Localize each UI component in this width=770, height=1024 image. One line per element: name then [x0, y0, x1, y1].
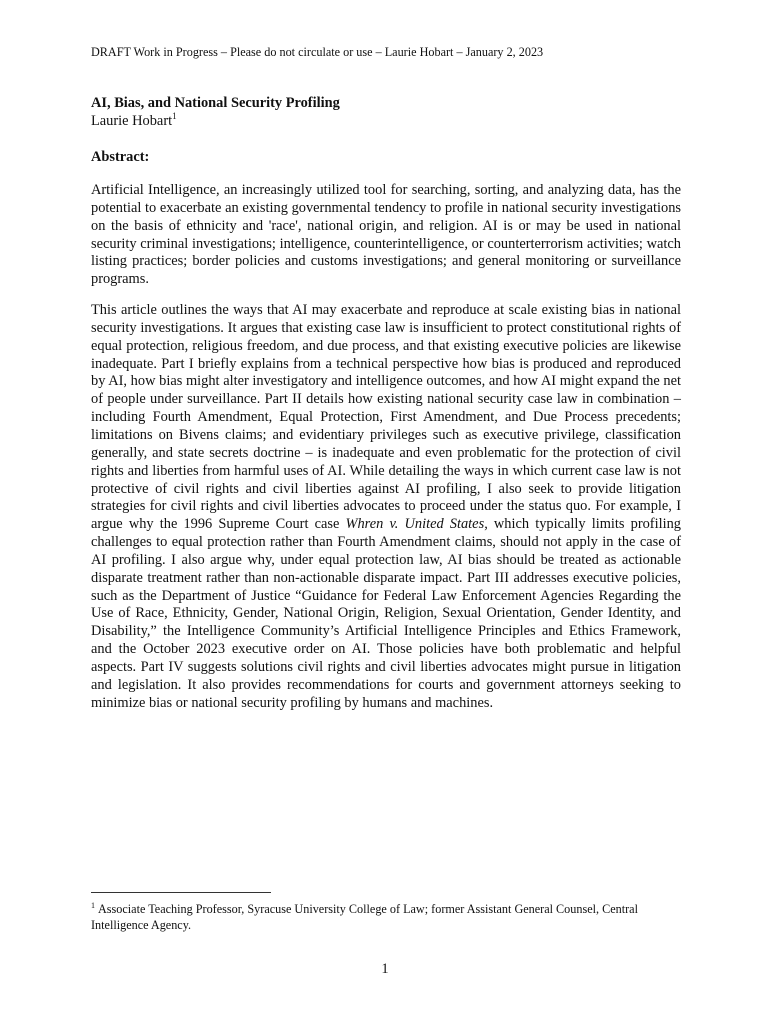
- author-footnote-marker: 1: [172, 111, 177, 122]
- footnote-divider: [91, 892, 271, 893]
- footnote-marker: 1: [91, 900, 95, 910]
- paragraph-2-text-b: , which typically limits profiling challenges to equal protection rather than Fourth Amendment claims, should not apply in the case of AI profiling. I also argue why, under equal protection law, AI bias should be treated as actionable disparate treatment rather than non-actionable disparate impact. Part III addresses executive policies, such as the Department of Justice “Guidance for Federal Law Enforcement Agencies Regarding the Use of Race, Ethnicity, Gender, National Origin, Religion, Sexual Orientation, Gender Identity, and Disability,” the Intelligence Community’s Artificial Intelligence Principles and Ethics Framework, and the October 2023 executive order on AI. Those policies have both problematic and helpful aspects. Part IV suggests solutions civil rights and civil liberties advocates might pursue in litigation and legislation. It also provides recommendations for courts and government attorneys seeking to minimize bias or national security profiling by humans and machines.: [91, 516, 681, 711]
- paragraph-2-text-a: This article outlines the ways that AI may exacerbate and reproduce at scale existing bias in national security investigations. It argues that existing case law is insufficient to protect constitutional rights of equal protection, religious freedom, and due process, and that existing executive policies are likewise inadequate. Part I briefly explains from a technical perspective how bias is produced and reproduced by AI, how bias might alter investigatory and intelligence outcomes, and how AI might expand the net of people under surveillance. Part II details how existing national security case law in combination – including Fourth Amendment, Equal Protection, First Amendment, and Due Process precedents; limitations on Bivens claims; and evidentiary privileges such as executive privilege, classification generally, and state secrets doctrine – is inadequate and even problematic for the protection of civil rights and liberties from harmful uses of AI. While detailing the ways in which current case law is not protective of civil rights and civil liberties against AI profiling, I also seek to provide litigation strategies for civil rights and civil liberties advocates to proceed under the status quo. For example, I argue why the 1996 Supreme Court case: [91, 302, 681, 533]
- footnote: [91, 902, 681, 933]
- title-block: [91, 94, 681, 130]
- author-line: [91, 112, 681, 130]
- abstract-body: [91, 182, 681, 725]
- abstract-paragraph-1: Artificial Intelligence, an increasingly utilized tool for searching, sorting, and analyzing data, has the potential to exacerbate an existing governmental tendency to profile in national security investigations on the basis of ethnicity and 'race', national origin, and religion. AI is or may be used in national security criminal investigations; intelligence, counterintelligence, or counterterrorism activities; watch listing practices; border policies and customs investigations; and general monitoring or surveillance programs.: [91, 182, 681, 288]
- footnote-text: Associate Teaching Professor, Syracuse University College of Law; former Assistant General Counsel, Central Intelligence Agency.: [91, 902, 638, 932]
- paper-title: AI, Bias, and National Security Profiling: [91, 95, 340, 111]
- abstract-heading: Abstract:: [91, 149, 150, 165]
- running-header: DRAFT Work in Progress – Please do not circulate or use – Laurie Hobart – January 2, 2023: [91, 45, 544, 59]
- abstract-paragraph-2: [91, 302, 681, 712]
- case-citation: Whren v. United States: [345, 516, 485, 533]
- page-number: 1: [381, 961, 389, 977]
- author-name: Laurie Hobart: [91, 113, 173, 129]
